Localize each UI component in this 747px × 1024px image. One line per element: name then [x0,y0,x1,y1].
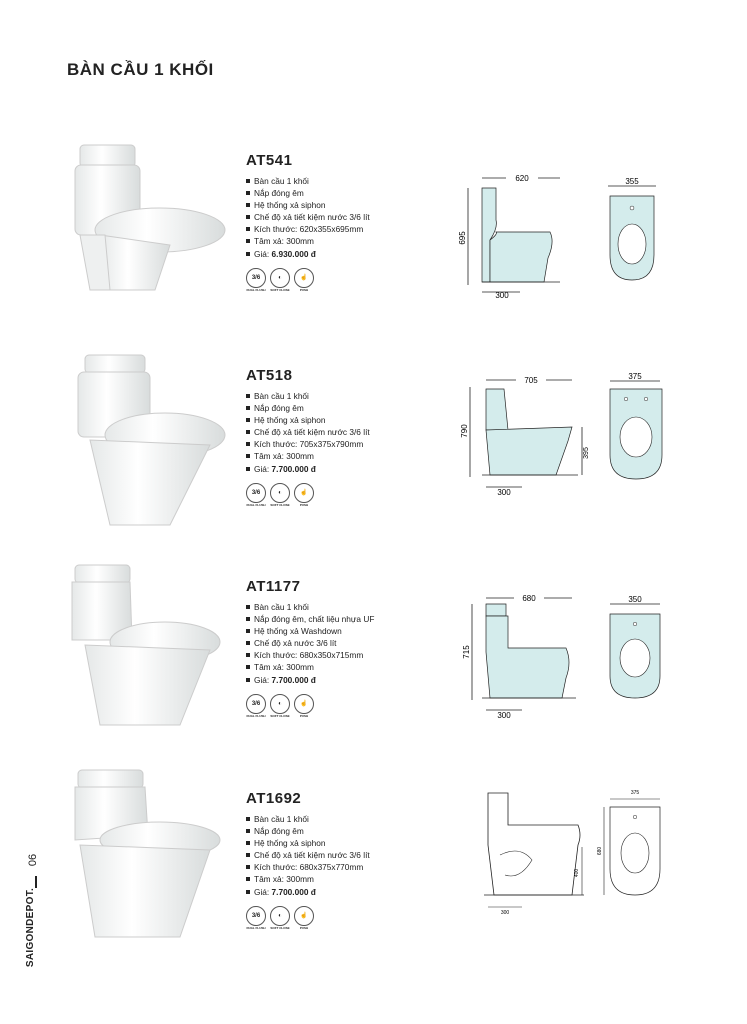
spec-item: Hệ thống xả siphon [246,837,370,849]
spec-item: Tâm xả: 300mm [246,235,370,247]
price: Giá: 6.930.000 đ [246,248,370,260]
spec-item: Nắp đóng êm, chất liệu nhựa UF [246,613,374,625]
product-model: AT518 [246,367,293,384]
brand-name: SAIGONDEPOT. [25,887,37,968]
svg-text:350: 350 [628,595,642,604]
svg-text:790: 790 [460,424,469,438]
dual-flush-icon: 3/6 DUAL FLUSH [246,906,266,926]
svg-text:300: 300 [497,488,511,497]
side-brand [24,853,54,975]
soft-close-icon: ◐ SOFT CLOSE [270,906,290,926]
soft-close-icon: ◐ SOFT CLOSE [270,694,290,714]
push-button-icon: ☝ PUSH [294,268,314,288]
technical-drawing [460,592,690,722]
push-button-icon: ☝ PUSH [294,694,314,714]
technical-drawing [460,785,690,935]
push-button-icon: ☝ PUSH [294,906,314,926]
spec-item: Chế độ xả nước 3/6 lít [246,637,374,649]
toilet-photo [60,765,230,945]
toilet-photo [60,560,230,735]
spec-item: Bàn cầu 1 khối [246,175,370,187]
soft-close-icon: ◐ SOFT CLOSE [270,268,290,288]
spec-item: Hệ thống xả siphon [246,199,370,211]
technical-drawing [460,170,690,305]
svg-text:355: 355 [625,177,639,186]
spec-item: Kích thước: 705x375x790mm [246,438,370,450]
dual-flush-icon: 3/6 DUAL FLUSH [246,268,266,288]
svg-text:695: 695 [458,231,467,245]
svg-text:375: 375 [630,790,640,796]
technical-drawing [460,372,690,500]
product-model: AT541 [246,152,293,169]
spec-item: Kích thước: 680x375x770mm [246,861,370,873]
svg-text:705: 705 [524,376,538,385]
spec-item: Tâm xả: 300mm [246,661,374,673]
spec-item: Hệ thống xả Washdown [246,625,374,637]
dual-flush-icon: 3/6 DUAL FLUSH [246,483,266,503]
spec-item: Chế độ xả tiết kiệm nước 3/6 lít [246,849,370,861]
svg-text:300: 300 [500,910,510,916]
spec-item: Chế độ xả tiết kiệm nước 3/6 lít [246,211,370,223]
page-title: BÀN CẦU 1 KHỐI [67,60,214,79]
svg-text:395: 395 [583,447,590,459]
svg-text:375: 375 [628,372,642,381]
svg-text:300: 300 [495,291,509,300]
toilet-photo [60,135,230,300]
svg-text:715: 715 [462,645,471,659]
spec-item: Bàn cầu 1 khối [246,601,374,613]
spec-item: Bàn cầu 1 khối [246,390,370,402]
spec-item: Tâm xả: 300mm [246,873,370,885]
push-button-icon: ☝ PUSH [294,483,314,503]
spec-item: Hệ thống xả siphon [246,414,370,426]
spec-item: Kích thước: 620x355x695mm [246,223,370,235]
svg-text:680: 680 [597,846,603,856]
divider [35,876,37,888]
price: Giá: 7.700.000 đ [246,674,374,686]
page-number: 06 [27,853,40,867]
product-model: AT1177 [246,578,301,595]
svg-text:300: 300 [497,711,511,720]
spec-item: Nắp đóng êm [246,187,370,199]
product-model: AT1692 [246,790,302,807]
spec-item: Nắp đóng êm [246,402,370,414]
spec-item: Tâm xả: 300mm [246,450,370,462]
toilet-photo [60,350,230,530]
spec-item: Nắp đóng êm [246,825,370,837]
soft-close-icon: ◐ SOFT CLOSE [270,483,290,503]
dual-flush-icon: 3/6 DUAL FLUSH [246,694,266,714]
price: Giá: 7.700.000 đ [246,886,370,898]
spec-item: Kích thước: 680x350x715mm [246,649,374,661]
svg-text:400: 400 [574,868,580,878]
spec-item: Chế độ xả tiết kiệm nước 3/6 lít [246,426,370,438]
svg-text:680: 680 [522,594,536,603]
price: Giá: 7.700.000 đ [246,463,370,475]
svg-text:620: 620 [515,174,529,183]
spec-item: Bàn cầu 1 khối [246,813,370,825]
